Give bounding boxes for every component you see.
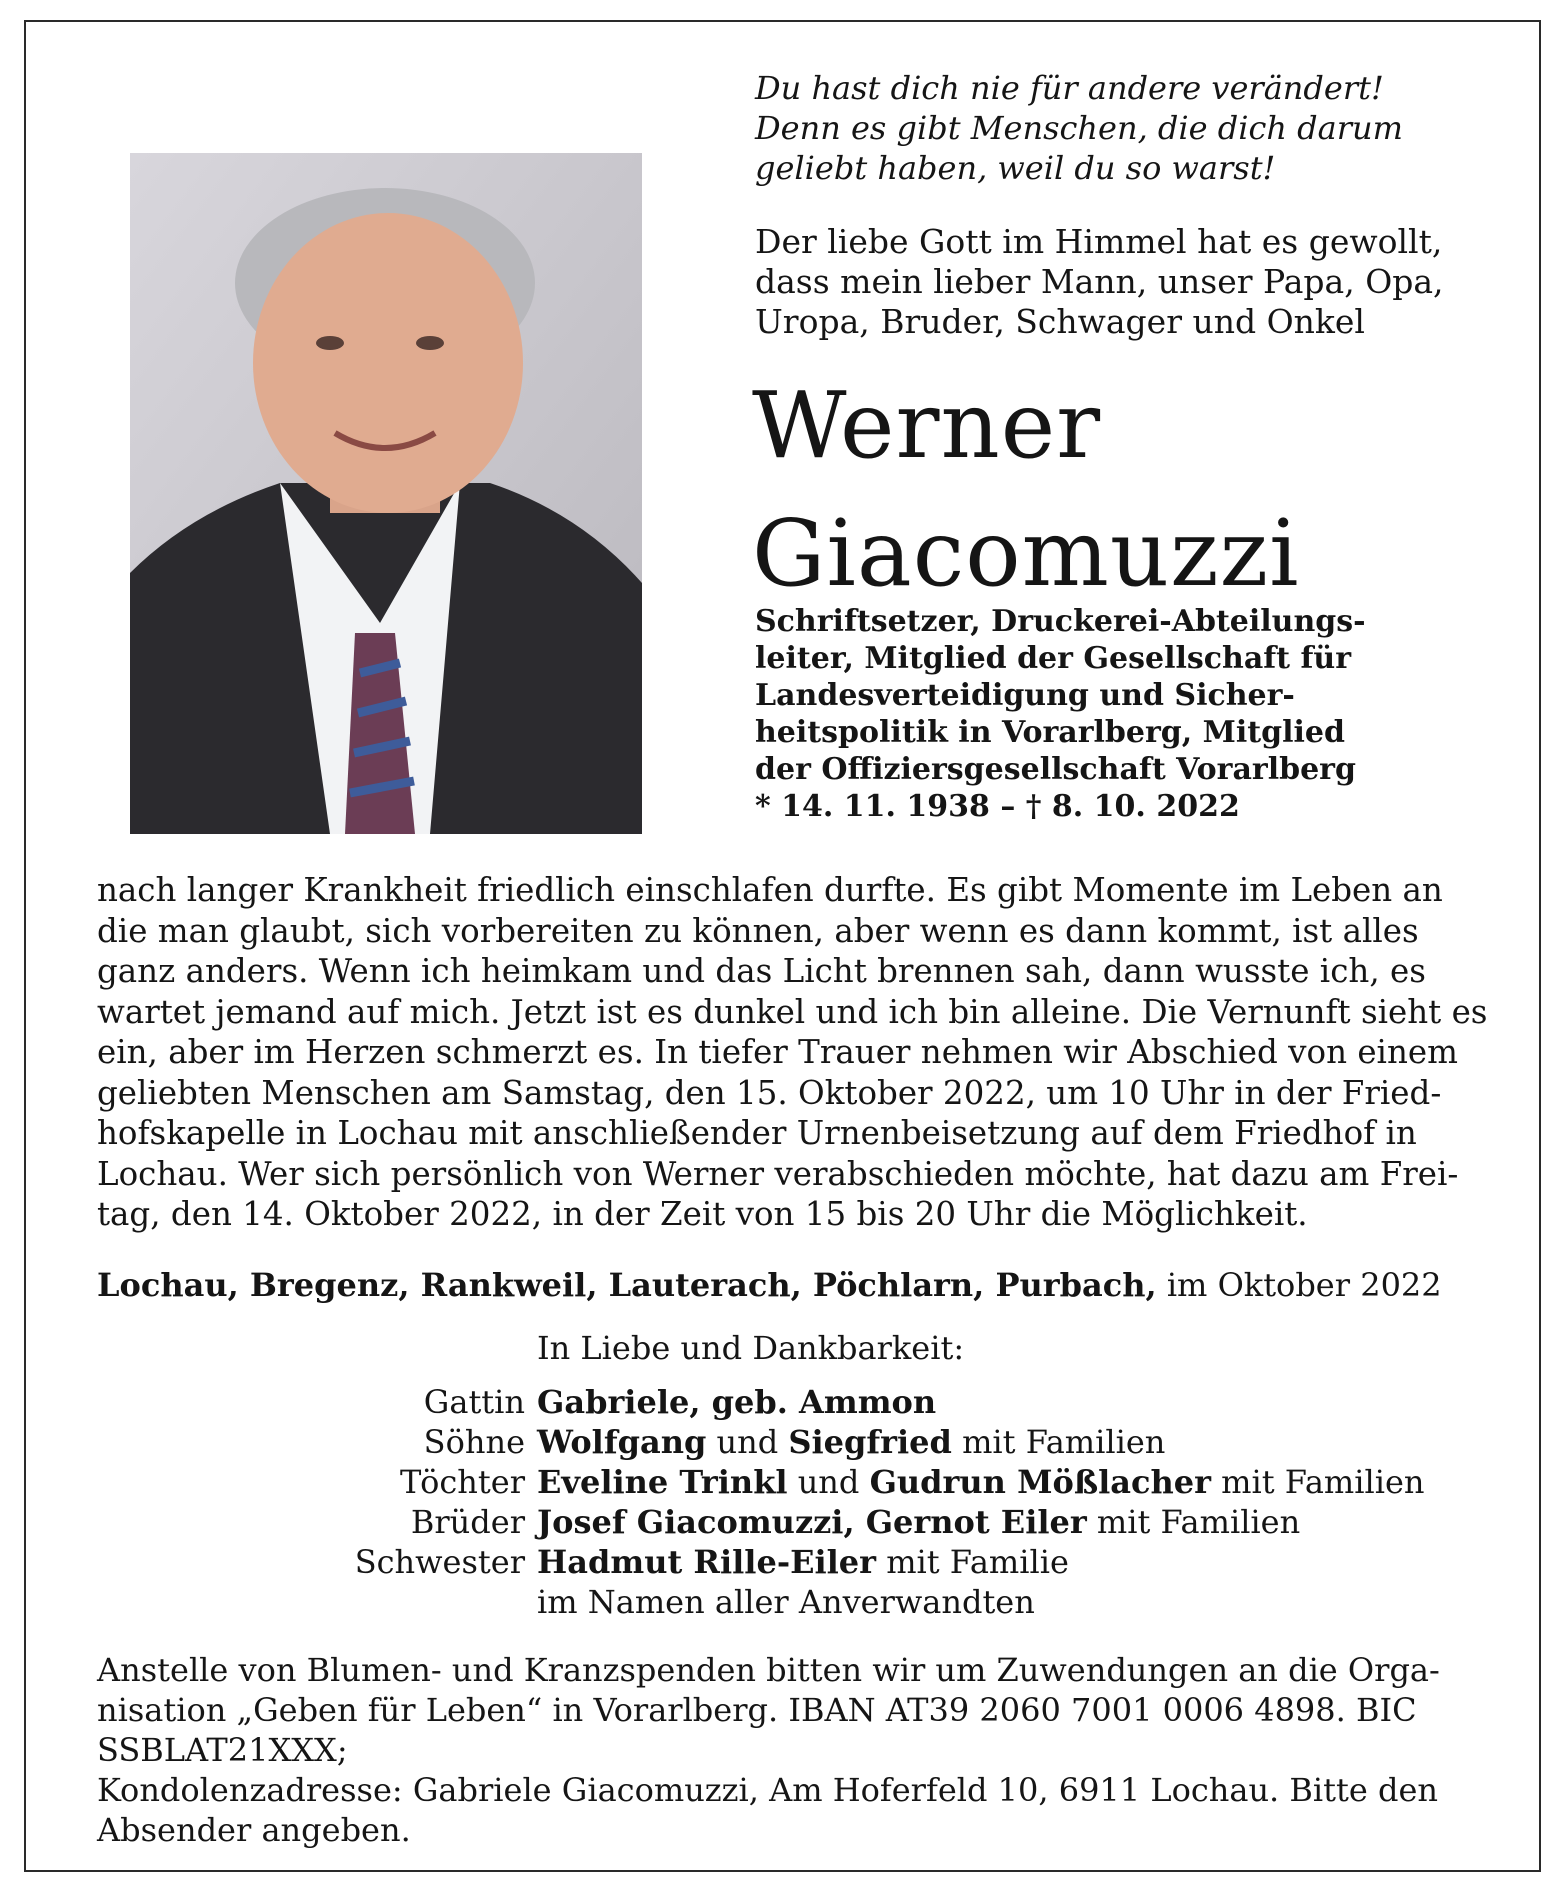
family-role: Gattin (423, 1383, 525, 1421)
motto-line: Denn es gibt Menschen, die dich darum (755, 109, 1403, 147)
last-name: Giacomuzzi (752, 500, 1300, 607)
footer-line: nisation „Geben für Leben“ in Vorarlberg. IBAN AT39 2060 7001 0006 4898. BIC (97, 1691, 1417, 1729)
intro-line: Der liebe Gott im Himmel hat es gewollt, (755, 222, 1443, 261)
footer-line: SSBLAT21XXX; (97, 1731, 348, 1769)
family-role: Söhne (423, 1423, 525, 1461)
profession-line: heitspolitik in Vorarlberg, Mitglied (755, 715, 1345, 750)
deceased-name (752, 362, 1300, 618)
body-line: die man glaubt, sich vorbereiten zu können, aber wenn es dann kommt, ist alles (97, 911, 1419, 950)
body-line: nach langer Krankheit friedlich einschlafen durfte. Es gibt Momente im Leben an (97, 871, 1443, 909)
places-date: im Oktober 2022 (1156, 1266, 1442, 1304)
family-role: Töchter (400, 1463, 525, 1501)
intro-line: Uropa, Bruder, Schwager und Onkel (755, 302, 1365, 341)
footer-line: Absender angeben. (97, 1811, 411, 1849)
footer-line: Kondolenzadresse: Gabriele Giacomuzzi, Am Hoferfeld 10, 6911 Lochau. Bitte den (97, 1771, 1438, 1809)
body-line: geliebten Menschen am Samstag, den 15. Oktober 2022, um 10 Uhr in der Fried- (97, 1073, 1442, 1112)
family-row (300, 1502, 1500, 1542)
body-line: ein, aber im Herzen schmerzt es. In tiefer Trauer nehmen wir Abschied von einem (97, 1033, 1458, 1071)
family-row (300, 1422, 1500, 1462)
footer-line: Anstelle von Blumen- und Kranzspenden bitten wir um Zuwendungen an die Orga- (97, 1651, 1440, 1689)
life-dates: * 14. 11. 1938 – † 8. 10. 2022 (755, 789, 1240, 824)
intro-text (755, 222, 1475, 342)
family-note: im Namen aller Anverwandten (537, 1583, 1035, 1621)
motto-line: geliebt haben, weil du so warst! (755, 149, 1276, 187)
profession-line: der Offiziersgesellschaft Vorarlberg (755, 752, 1356, 787)
family-role: Schwester (354, 1543, 525, 1581)
family-names: Wolfgang und Siegfried mit Familien (537, 1423, 1166, 1461)
family-names: Josef Giacomuzzi, Gernot Eiler mit Familien (537, 1503, 1301, 1541)
intro-line: dass mein lieber Mann, unser Papa, Opa, (755, 262, 1444, 301)
body-line: hofskapelle in Lochau mit anschließender Urnenbeisetzung auf dem Friedhof in (97, 1114, 1417, 1152)
motto-quote (755, 68, 1475, 188)
family-list (300, 1382, 1500, 1622)
profession-line: Schriftsetzer, Druckerei-Abteilungs- (755, 604, 1366, 639)
family-row (300, 1542, 1500, 1582)
profession-line: leiter, Mitglied der Gesellschaft für (755, 641, 1352, 676)
family-role: Brüder (410, 1503, 525, 1541)
places-towns: Lochau, Bregenz, Rankweil, Lauterach, Pöchlarn, Purbach, (97, 1266, 1157, 1304)
family-row (300, 1462, 1500, 1502)
thanks-heading: In Liebe und Dankbarkeit: (537, 1329, 965, 1367)
body-line: Lochau. Wer sich persönlich von Werner verabschieden möchte, hat dazu am Frei- (97, 1154, 1459, 1193)
profession-text (755, 603, 1475, 825)
portrait-photo (130, 153, 642, 834)
family-names: Hadmut Rille-Eiler mit Familie (537, 1543, 1069, 1581)
family-row (300, 1382, 1500, 1422)
places-line (97, 1265, 1497, 1305)
donation-and-address (97, 1650, 1497, 1850)
body-line: ganz anders. Wenn ich heimkam und das Licht brennen sah, dann wusste ich, es (97, 952, 1426, 990)
body-line: wartet jemand auf mich. Jetzt ist es dunkel und ich bin alleine. Die Vernunft sieht es (97, 992, 1488, 1031)
body-line: tag, den 14. Oktober 2022, in der Zeit von 15 bis 20 Uhr die Möglichkeit. (97, 1195, 1308, 1233)
family-names: Gabriele, geb. Ammon (537, 1383, 937, 1421)
first-name: Werner (752, 372, 1102, 479)
motto-line: Du hast dich nie für andere verändert! (755, 69, 1384, 107)
obituary-body (97, 870, 1488, 1235)
family-names: Eveline Trinkl und Gudrun Mößlacher mit Familien (537, 1463, 1425, 1501)
profession-line: Landesverteidigung und Sicher- (755, 678, 1295, 713)
